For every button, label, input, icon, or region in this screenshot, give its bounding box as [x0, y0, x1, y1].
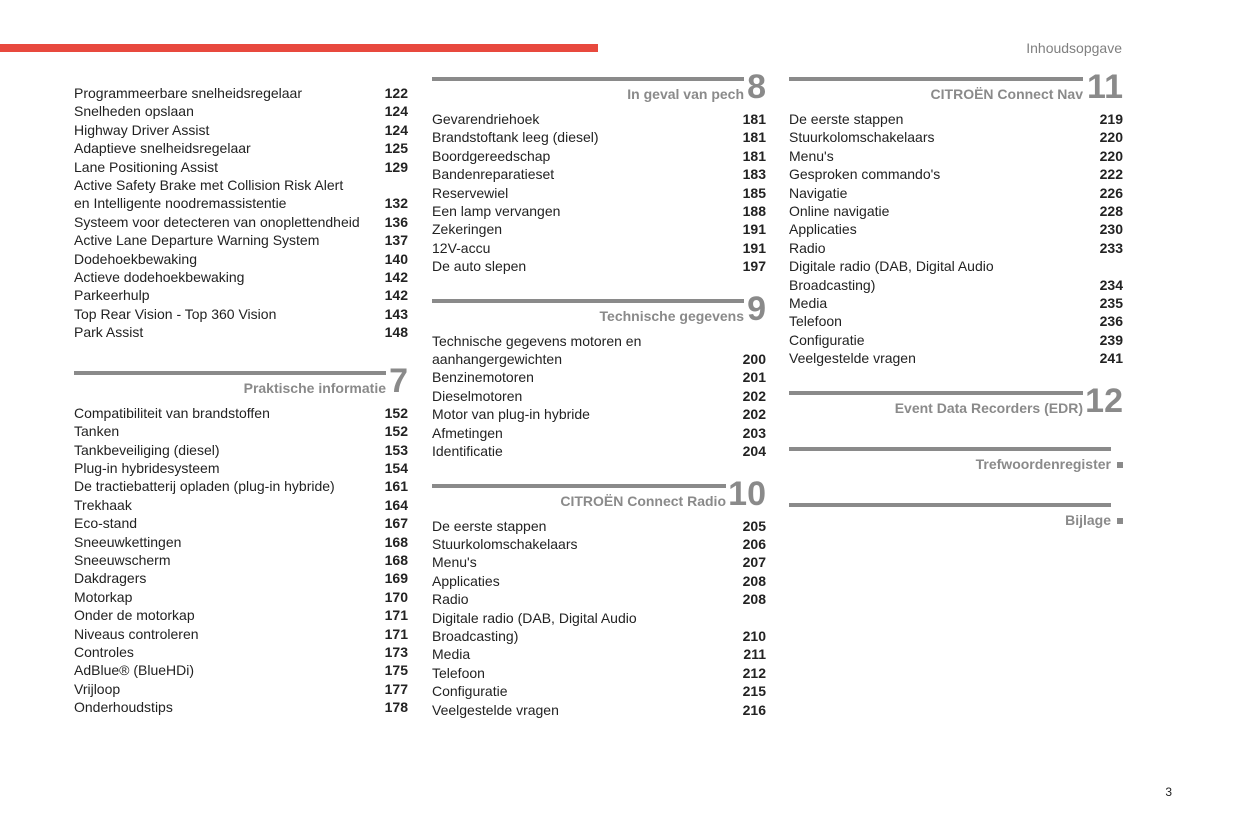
section-rule	[789, 447, 1111, 451]
toc-entry[interactable]	[789, 110, 1123, 128]
toc-entry-page: 171	[384, 625, 408, 642]
section-header-8[interactable]	[432, 70, 766, 110]
toc-entry-page: 177	[384, 680, 408, 697]
toc-entry-page: 140	[384, 250, 408, 267]
toc-entry-page: 154	[384, 459, 408, 476]
toc-entry-title: Navigatie	[789, 184, 848, 201]
toc-entry-page: 222	[1099, 166, 1123, 183]
toc-entry-title: Telefoon	[789, 313, 842, 330]
section-title: Technische gegevens	[599, 307, 744, 324]
toc-entry-title: Telefoon	[432, 664, 485, 681]
toc-entry-page: 235	[1099, 295, 1123, 312]
toc-entry-title: Veelgestelde vragen	[432, 701, 559, 718]
toc-entry-page: 136	[384, 213, 408, 230]
toc-entry-title: Niveaus controleren	[74, 625, 199, 642]
toc-entry-title: Park Assist	[74, 324, 144, 341]
toc-entry[interactable]	[74, 213, 408, 231]
toc-entry-page: 233	[1099, 239, 1123, 256]
toc-entry-title: Dodehoekbewaking	[74, 250, 197, 267]
toc-entry[interactable]	[432, 165, 766, 183]
toc-entry-title: Active Safety Brake met Collision Risk Alert en Intelligente noodremassistentie	[74, 177, 344, 212]
toc-entry-page: 226	[1099, 184, 1123, 201]
toc-entry-page: 220	[1099, 147, 1123, 164]
section-header-12[interactable]	[789, 381, 1123, 424]
toc-entry-title: Compatibiliteit van brandstoffen	[74, 404, 270, 421]
toc-entry[interactable]	[432, 368, 766, 386]
toc-entry[interactable]	[74, 588, 408, 606]
toc-entry-title: Motorkap	[74, 588, 133, 605]
section-header-index[interactable]	[789, 440, 1123, 480]
toc-entry[interactable]	[432, 682, 766, 700]
toc-entry[interactable]	[74, 661, 408, 679]
toc-entry-title: Onderhoudstips	[74, 699, 173, 716]
toc-entry[interactable]	[789, 349, 1123, 367]
toc-entry-title: Zekeringen	[432, 221, 503, 238]
toc-entry[interactable]	[789, 220, 1123, 238]
toc-entry-title: Veelgestelde vragen	[789, 350, 916, 367]
toc-entry[interactable]	[789, 331, 1123, 349]
toc-entry[interactable]	[789, 312, 1123, 330]
toc-entry-page: 143	[384, 305, 408, 322]
toc-entry-title: Programmeerbare snelheidsregelaar	[74, 85, 303, 101]
toc-entry-page: 142	[384, 269, 408, 286]
toc-entry-page: 210	[742, 627, 766, 644]
toc-entry-title: AdBlue® (BlueHDi)	[74, 662, 195, 679]
toc-entry-title: Menu's	[789, 147, 834, 164]
section-number: 7	[389, 361, 408, 400]
toc-entry-title: Online navigatie	[789, 203, 890, 220]
toc-entry-title: Configuratie	[432, 683, 508, 700]
toc-entry-page: 170	[384, 588, 408, 605]
toc-entry-page: 203	[742, 424, 766, 441]
toc-entry-title: Sneeuwscherm	[74, 551, 171, 568]
toc-entry-list	[432, 332, 766, 461]
toc-entry[interactable]	[74, 121, 408, 139]
toc-entry-title: Trekhaak	[74, 496, 132, 513]
toc-entry[interactable]	[789, 202, 1123, 220]
toc-entry-page: 142	[384, 287, 408, 304]
square-bullet-icon	[1117, 462, 1123, 468]
toc-entry-page: 171	[384, 607, 408, 624]
toc-entry-page: 241	[1099, 350, 1123, 367]
toc-entry-title: Applicaties	[789, 221, 857, 238]
toc-entry-title: Radio	[432, 591, 469, 608]
toc-entry[interactable]	[432, 184, 766, 202]
toc-entry-title: Dakdragers	[74, 570, 147, 587]
section-title: Trefwoordenregister	[975, 455, 1111, 472]
toc-entry[interactable]	[432, 572, 766, 590]
toc-entry-title: Lane Positioning Assist	[74, 158, 218, 175]
toc-entry[interactable]	[432, 128, 766, 146]
toc-entry-title: Gevarendriehoek	[432, 111, 540, 127]
toc-entry-page: 167	[384, 515, 408, 532]
toc-entry[interactable]	[74, 84, 408, 102]
toc-entry-page: 173	[384, 643, 408, 660]
section-header-appendix[interactable]	[789, 496, 1123, 536]
toc-entry[interactable]	[432, 442, 766, 460]
toc-entry-title: Adaptieve snelheidsregelaar	[74, 140, 251, 157]
toc-entry-title: Boordgereedschap	[432, 147, 551, 164]
toc-entry-page: 148	[384, 324, 408, 341]
toc-column-3	[789, 70, 1123, 536]
toc-entry-list	[432, 517, 766, 719]
section-number: 10	[728, 474, 766, 513]
toc-entry-page: 161	[384, 478, 408, 495]
toc-entry[interactable]	[789, 184, 1123, 202]
toc-entry-list	[432, 110, 766, 276]
toc-entry-page: 219	[1099, 111, 1123, 127]
section-header-9[interactable]	[432, 289, 766, 332]
toc-entry[interactable]	[432, 239, 766, 257]
toc-entry-page: 212	[742, 664, 766, 681]
section-title-wrap	[976, 456, 1123, 472]
toc-entry[interactable]	[74, 569, 408, 587]
toc-entry[interactable]	[74, 698, 408, 716]
section-title: CITROËN Connect Nav	[930, 86, 1083, 102]
toc-entry-page: 204	[742, 443, 766, 460]
toc-entry[interactable]	[432, 701, 766, 719]
toc-entry-page: 202	[742, 387, 766, 404]
toc-entry[interactable]	[432, 387, 766, 405]
section-rule	[432, 484, 726, 488]
toc-entry-page: 239	[1099, 331, 1123, 348]
page-number: 3	[1165, 785, 1172, 799]
section-number: 9	[747, 289, 766, 328]
section-title: Praktische informatie	[243, 379, 386, 396]
section-header-11[interactable]	[789, 70, 1123, 110]
toc-entry[interactable]	[74, 231, 408, 249]
toc-entry[interactable]	[74, 477, 408, 495]
toc-entry-page: 164	[384, 496, 408, 513]
toc-entry-page: 122	[384, 85, 408, 101]
toc-entry-page: 181	[742, 147, 766, 164]
toc-entry-title: Actieve dodehoekbewaking	[74, 269, 245, 286]
toc-entry-title: De eerste stappen	[789, 111, 904, 127]
toc-entry[interactable]	[432, 553, 766, 571]
toc-entry-page: 125	[384, 140, 408, 157]
toc-entry-title: Technische gegevens motoren en aanhangergewichten	[432, 332, 642, 368]
toc-entry[interactable]	[432, 332, 766, 369]
toc-entry-title: Bandenreparatieset	[432, 166, 555, 183]
square-bullet-icon	[1117, 518, 1123, 524]
toc-entry-page: 129	[384, 158, 408, 175]
toc-entry[interactable]	[432, 202, 766, 220]
toc-entry-title: Benzinemotoren	[432, 369, 534, 386]
toc-entry-page: 152	[384, 404, 408, 421]
section-number: 8	[747, 68, 766, 106]
toc-entry-title: Highway Driver Assist	[74, 121, 210, 138]
section-number: 12	[1085, 381, 1123, 420]
toc-entry[interactable]	[74, 606, 408, 624]
toc-entry-page: 153	[384, 441, 408, 458]
toc-entry-title: Tanken	[74, 423, 120, 440]
toc-entry[interactable]	[432, 609, 766, 646]
toc-entry[interactable]	[789, 128, 1123, 146]
toc-entry-page: 168	[384, 551, 408, 568]
toc-entry-page: 215	[742, 683, 766, 700]
toc-entry-title: Digitale radio (DAB, Digital Audio Broadcasting)	[432, 609, 637, 644]
toc-entry-title: Dieselmotoren	[432, 387, 523, 404]
toc-entry-title: Digitale radio (DAB, Digital Audio Broadcasting)	[789, 258, 994, 293]
toc-entry[interactable]	[432, 590, 766, 608]
toc-entry-page: 230	[1099, 221, 1123, 238]
toc-entry-page: 168	[384, 533, 408, 550]
toc-entry[interactable]	[74, 514, 408, 532]
toc-entry[interactable]	[74, 286, 408, 304]
toc-entry[interactable]	[432, 220, 766, 238]
toc-entry-title: De tractiebatterij opladen (plug-in hybride)	[74, 478, 335, 495]
toc-entry[interactable]	[432, 110, 766, 128]
toc-entry-page: 181	[742, 129, 766, 146]
toc-entry[interactable]	[789, 147, 1123, 165]
toc-entry-title: Top Rear Vision - Top 360 Vision	[74, 305, 277, 322]
toc-entry[interactable]	[432, 147, 766, 165]
toc-entry-page: 185	[742, 184, 766, 201]
toc-entry[interactable]	[74, 459, 408, 477]
toc-entry-page: 206	[742, 535, 766, 552]
toc-entry-list	[74, 84, 408, 342]
toc-column-2	[432, 70, 766, 719]
toc-entry[interactable]	[789, 257, 1123, 294]
toc-entry[interactable]	[432, 645, 766, 663]
toc-entry-title: De eerste stappen	[432, 517, 547, 534]
page-header-title: Inhoudsopgave	[1026, 40, 1122, 56]
section-rule	[432, 77, 744, 81]
section-rule	[789, 391, 1083, 395]
toc-entry-page: 211	[743, 646, 766, 663]
toc-entry-title: Brandstoftank leeg (diesel)	[432, 129, 599, 146]
toc-entry-title: Controles	[74, 643, 134, 660]
toc-entry-page: 197	[742, 258, 766, 275]
toc-entry-title: Configuratie	[789, 331, 865, 348]
toc-entry-page: 169	[384, 570, 408, 587]
toc-entry-title: Media	[432, 646, 471, 663]
toc-entry-title: Sneeuwkettingen	[74, 533, 182, 550]
header-accent-bar	[0, 44, 598, 52]
section-title: Bijlage	[1065, 511, 1111, 528]
toc-entry-page: 181	[742, 111, 766, 127]
toc-entry[interactable]	[74, 533, 408, 551]
toc-entry-page: 200	[742, 351, 766, 368]
toc-entry-title: Parkeerhulp	[74, 287, 150, 304]
toc-entry-title: Systeem voor detecteren van onoplettendheid	[74, 213, 360, 230]
toc-entry[interactable]	[789, 165, 1123, 183]
toc-entry-page: 236	[1099, 313, 1123, 330]
toc-entry[interactable]	[74, 268, 408, 286]
section-title: In geval van pech	[627, 86, 744, 102]
toc-entry[interactable]	[432, 257, 766, 275]
section-header-7[interactable]	[74, 361, 408, 404]
toc-entry[interactable]	[74, 305, 408, 323]
toc-entry[interactable]	[432, 405, 766, 423]
toc-entry-page: 124	[384, 103, 408, 120]
toc-entry-page: 207	[742, 554, 766, 571]
toc-entry-title: Eco-stand	[74, 515, 138, 532]
toc-entry-page: 208	[742, 591, 766, 608]
toc-entry[interactable]	[789, 294, 1123, 312]
toc-entry[interactable]	[74, 176, 408, 213]
toc-entry[interactable]	[432, 664, 766, 682]
toc-entry[interactable]	[74, 643, 408, 661]
toc-entry-page: 132	[384, 195, 408, 212]
toc-entry[interactable]	[74, 680, 408, 698]
toc-entry-title: Radio	[789, 239, 826, 256]
toc-entry-page: 216	[742, 701, 766, 718]
section-rule	[74, 371, 386, 375]
toc-column-1	[74, 84, 408, 717]
toc-entry-page: 188	[742, 203, 766, 220]
toc-entry[interactable]	[432, 517, 766, 535]
toc-entry-page: 202	[742, 406, 766, 423]
section-title-wrap	[1065, 512, 1123, 528]
toc-entry[interactable]	[74, 102, 408, 120]
toc-entry-page: 228	[1099, 203, 1123, 220]
toc-entry-title: Active Lane Departure Warning System	[74, 232, 320, 249]
section-rule	[789, 77, 1083, 81]
toc-entry-page: 208	[742, 572, 766, 589]
toc-entry-title: Een lamp vervangen	[432, 203, 561, 220]
toc-entry[interactable]	[432, 535, 766, 553]
toc-entry[interactable]	[74, 441, 408, 459]
toc-entry-page: 220	[1099, 129, 1123, 146]
toc-entry-title: Snelheden opslaan	[74, 103, 194, 120]
toc-entry[interactable]	[74, 139, 408, 157]
toc-entry-title: Gesproken commando's	[789, 166, 941, 183]
toc-entry-title: Stuurkolomschakelaars	[432, 535, 578, 552]
toc-entry[interactable]	[432, 424, 766, 442]
toc-entry-page: 201	[742, 369, 766, 386]
section-title: CITROËN Connect Radio	[560, 492, 726, 509]
toc-entry[interactable]	[74, 422, 408, 440]
toc-entry-page: 183	[742, 166, 766, 183]
section-rule	[789, 503, 1111, 507]
toc-entry-page: 191	[742, 221, 766, 238]
toc-entry-page: 137	[384, 232, 408, 249]
section-rule	[432, 299, 744, 303]
toc-entry-title: Afmetingen	[432, 424, 503, 441]
section-title: Event Data Recorders (EDR)	[894, 399, 1083, 416]
toc-entry[interactable]	[74, 158, 408, 176]
toc-entry-title: Media	[789, 295, 828, 312]
toc-entry[interactable]	[74, 404, 408, 422]
toc-entry-title: 12V-accu	[432, 239, 491, 256]
toc-entry-title: De auto slepen	[432, 258, 527, 275]
toc-entry[interactable]	[74, 496, 408, 514]
toc-entry-title: Tankbeveiliging (diesel)	[74, 441, 220, 458]
toc-entry-title: Vrijloop	[74, 680, 121, 697]
toc-entry-page: 152	[384, 423, 408, 440]
toc-entry-title: Onder de motorkap	[74, 607, 195, 624]
toc-entry-page: 191	[742, 239, 766, 256]
toc-entry[interactable]	[74, 625, 408, 643]
section-header-10[interactable]	[432, 474, 766, 517]
toc-entry-title: Identificatie	[432, 443, 503, 460]
toc-entry-page: 175	[384, 662, 408, 679]
toc-entry-list	[789, 110, 1123, 368]
toc-entry-page: 205	[742, 517, 766, 534]
toc-entry-page: 124	[384, 121, 408, 138]
toc-entry-list	[74, 404, 408, 717]
toc-entry-page: 178	[384, 699, 408, 716]
toc-entry-title: Stuurkolomschakelaars	[789, 129, 935, 146]
toc-entry-page: 234	[1099, 276, 1123, 293]
toc-entry[interactable]	[74, 250, 408, 268]
toc-entry[interactable]	[74, 551, 408, 569]
toc-entry-title: Applicaties	[432, 572, 500, 589]
toc-entry[interactable]	[74, 323, 408, 341]
toc-entry-title: Plug-in hybridesysteem	[74, 459, 220, 476]
toc-entry-title: Motor van plug-in hybride	[432, 406, 590, 423]
section-number: 11	[1087, 68, 1123, 106]
toc-entry[interactable]	[789, 239, 1123, 257]
toc-entry-title: Menu's	[432, 554, 477, 571]
toc-entry-title: Reservewiel	[432, 184, 509, 201]
